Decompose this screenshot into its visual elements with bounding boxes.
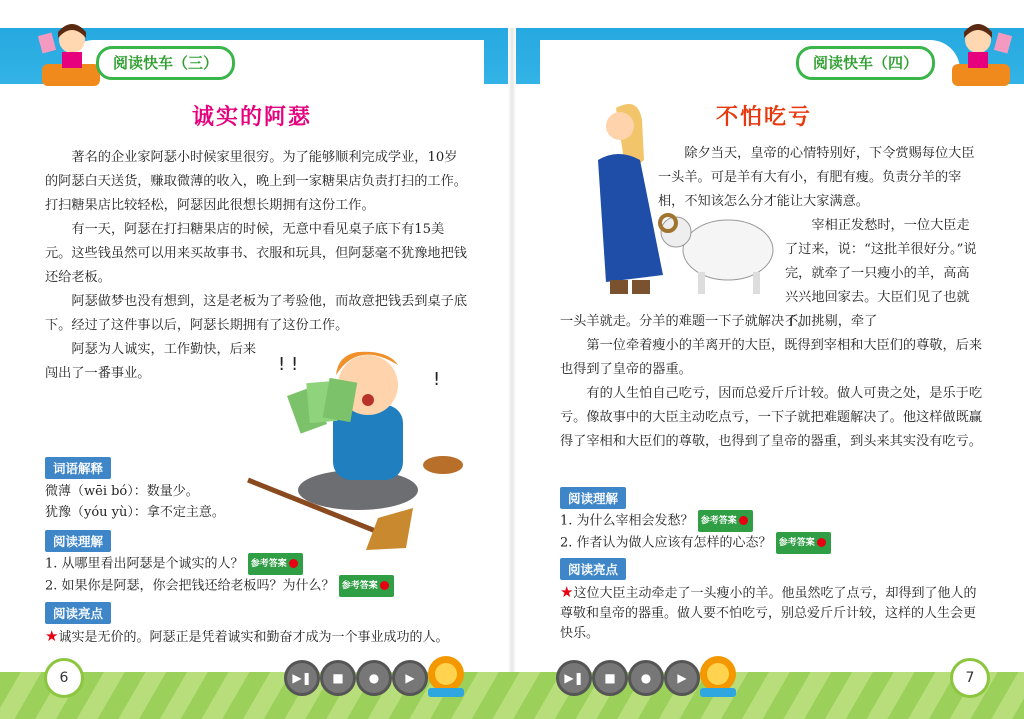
lion-logo-left-icon bbox=[424, 652, 468, 698]
grass-footer bbox=[0, 672, 1024, 719]
left-paragraph-3: 阿瑟做梦也没有想到，这是老板为了考验他，而故意把钱丢到桌子底下。经过了这件事以后，阿瑟长期拥有了这份工作。 bbox=[45, 294, 468, 333]
left-question-1 bbox=[45, 553, 303, 575]
answer-label: 参考答案 bbox=[341, 581, 378, 591]
svg-text:! !: ! ! bbox=[278, 354, 299, 375]
section-label-left: 阅读快车（三） bbox=[96, 46, 235, 80]
right-paragraph-3: 第一位牵着瘦小的羊离开的大臣，既得到宰相和大臣们的尊敬，后来也得到了皇帝的器重。 bbox=[560, 338, 983, 377]
right-question-2 bbox=[560, 532, 831, 554]
vocab-tag: 词语解释 bbox=[45, 457, 111, 479]
right-question-2-text: 2. 作者认为做人应该有怎样的心态？ bbox=[560, 535, 772, 551]
left-highlight-tag: 阅读亮点 bbox=[45, 602, 111, 624]
stop-button-right[interactable]: ■ bbox=[592, 660, 628, 696]
answer-button-right-2[interactable] bbox=[776, 532, 831, 554]
left-paragraph-2: 有一天，阿瑟在打扫糖果店的时候，无意中看见桌子底下有15美元。这些钱虽然可以用来买故事书、衣服和玩具，但阿瑟毫不犹豫地把钱还给老板。 bbox=[45, 222, 467, 285]
answer-button-left-1[interactable] bbox=[248, 553, 303, 575]
right-paragraph-1: 除夕当天，皇帝的心情特别好，下令赏赐每位大臣一头羊。可是羊有大有小，有肥有瘦。负责分羊的宰相，不知该怎么分才能让大家满意。 bbox=[658, 146, 975, 209]
page-number-left: 6 bbox=[44, 658, 84, 698]
left-comprehension-tag: 阅读理解 bbox=[45, 530, 111, 552]
left-paragraph-1: 著名的企业家阿瑟小时候家里很穷。为了能够顺利完成学业，10岁的阿瑟白天送货，赚取微薄的收入，晚上到一家糖果店负责打扫的工作。打扫糖果店比较轻松，阿瑟因此很想长期拥有这份工作。 bbox=[45, 150, 467, 213]
left-question-1-text: 1. 从哪里看出阿瑟是个诚实的人？ bbox=[45, 556, 244, 572]
right-paragraph-4: 有的人生怕自己吃亏，因而总爱斤斤计较。做人可贵之处，是乐于吃亏。像故事中的大臣主动吃点亏，一下子就把难题解决了。他这样做既赢得了宰相和大臣们的尊敬，也得到了皇帝的器重，到头来其实没有吃亏。 bbox=[560, 386, 983, 449]
page-number-right: 7 bbox=[950, 658, 990, 698]
play-pause-button-right[interactable]: ▶❚ bbox=[556, 660, 592, 696]
right-story-body bbox=[560, 310, 985, 454]
right-paragraph-2-end: 一头羊就走。分羊的难题一下子就解决了。 bbox=[560, 314, 811, 329]
right-highlight-text: 这位大臣主动牵走了一头瘦小的羊。他虽然吃了点亏，却得到了他人的尊敬和皇帝的器重。做人要不怕吃亏，别总爱斤斤计较，这样的人生会更快乐。 bbox=[560, 586, 977, 641]
vocab-item-2: 犹豫（yóu yù）：拿不定主意。 bbox=[45, 505, 225, 520]
left-question-2 bbox=[45, 575, 394, 597]
left-story-body bbox=[45, 146, 470, 338]
playback-button-right[interactable]: ▶ bbox=[664, 660, 700, 696]
left-paragraph-4-wrap bbox=[45, 338, 260, 386]
left-highlight-text: 诚实是无价的。阿瑟正是凭着诚实和勤奋才成为一个事业成功的人。 bbox=[58, 630, 449, 645]
play-pause-button-left[interactable]: ▶❚ bbox=[284, 660, 320, 696]
stop-button-left[interactable]: ■ bbox=[320, 660, 356, 696]
right-story-title: 不怕吃亏 bbox=[716, 105, 813, 130]
right-story-body-narrow bbox=[658, 142, 980, 214]
boy-with-money-illustration-icon bbox=[238, 340, 468, 550]
vocab-item-1: 微薄（wēi bó）：数量少。 bbox=[45, 484, 199, 499]
answer-button-right-1[interactable] bbox=[698, 510, 753, 532]
right-question-1-text: 1. 为什么宰相会发愁？ bbox=[560, 513, 694, 529]
speaker-icon bbox=[739, 516, 748, 525]
speaker-icon bbox=[289, 559, 298, 568]
section-label-right: 阅读快车（四） bbox=[796, 46, 935, 80]
left-question-2-text: 2. 如果你是阿瑟，你会把钱还给老板吗？为什么？ bbox=[45, 578, 335, 594]
star-icon: ★ bbox=[560, 583, 574, 601]
star-icon: ★ bbox=[45, 627, 59, 645]
playback-button-left[interactable]: ▶ bbox=[392, 660, 428, 696]
right-highlight bbox=[560, 582, 985, 644]
right-comprehension-tag: 阅读理解 bbox=[560, 487, 626, 509]
speaker-icon bbox=[380, 581, 389, 590]
lion-logo-right-icon bbox=[696, 652, 740, 698]
right-paragraph-2-narrow: 宰相正发愁时，一位大臣走了过来，说：“这批羊很好分。”说完，就牵了一只瘦小的羊，高高兴兴地回家去。大臣们见了也就不加挑剔，牵了 bbox=[785, 218, 977, 329]
book-spine bbox=[508, 28, 516, 718]
answer-label: 参考答案 bbox=[250, 559, 287, 569]
girl-mascot-right-icon bbox=[944, 18, 1014, 88]
record-button-right[interactable]: ● bbox=[628, 660, 664, 696]
answer-label: 参考答案 bbox=[778, 538, 815, 548]
left-highlight bbox=[45, 626, 485, 648]
speaker-icon bbox=[817, 538, 826, 547]
right-highlight-tag: 阅读亮点 bbox=[560, 558, 626, 580]
record-button-left[interactable]: ● bbox=[356, 660, 392, 696]
left-story-title: 诚实的阿瑟 bbox=[192, 105, 313, 130]
answer-button-left-2[interactable] bbox=[339, 575, 394, 597]
svg-text:!: ! bbox=[433, 369, 441, 390]
right-question-1 bbox=[560, 510, 753, 532]
left-paragraph-4: 阿瑟为人诚实，工作勤快，后来闯出了一番事业。 bbox=[45, 342, 257, 381]
answer-label: 参考答案 bbox=[700, 516, 737, 526]
